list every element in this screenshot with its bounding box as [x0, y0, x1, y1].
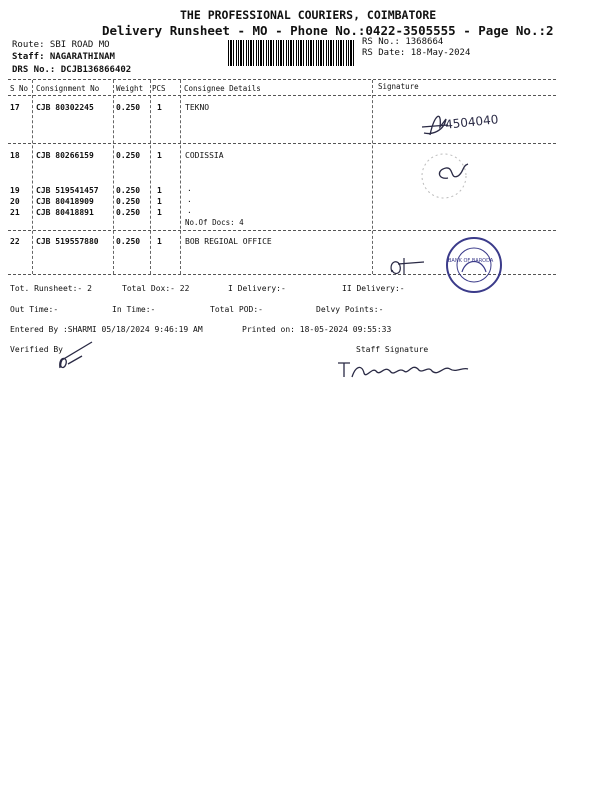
col-header-consignment: Consignment No: [36, 84, 100, 93]
row-pcs: 1: [157, 103, 162, 112]
signature-row17-number: 4504040: [444, 112, 500, 132]
column-divider: [32, 80, 33, 274]
row-divider: [8, 230, 556, 231]
row-consignment: CJB 519541457: [36, 186, 99, 195]
row-weight: 0.250: [116, 151, 141, 160]
col-header-sno: S No: [10, 84, 29, 93]
in-time: In Time:-: [112, 305, 156, 314]
row-consignment: CJB 80302245: [36, 103, 94, 112]
row-weight: 0.250: [116, 197, 141, 206]
verified-by: Verified By: [10, 345, 63, 354]
row-weight: 0.250: [116, 208, 141, 217]
row-weight: 0.250: [116, 103, 141, 112]
entered-by: Entered By :SHARMI 05/18/2024 9:46:19 AM: [10, 325, 203, 334]
staff-signature-label: Staff Signature: [356, 345, 429, 354]
bank-stamp-text: BANK OF BARODA: [448, 258, 494, 264]
total-dox: Total Dox:- 22: [122, 284, 190, 293]
row-weight: 0.250: [116, 186, 141, 195]
column-divider: [113, 80, 114, 274]
column-divider: [150, 80, 151, 274]
col-header-weight: Weight: [116, 84, 144, 93]
table-top-rule: [8, 79, 556, 80]
row-consignment: CJB 80418891: [36, 208, 94, 217]
row-sno: 17: [10, 103, 20, 112]
col-header-pcs: PCS: [152, 84, 166, 93]
total-runsheet: Tot. Runsheet:- 2: [10, 284, 92, 293]
row-consignee: .: [187, 206, 192, 215]
row-consignee: .: [187, 184, 192, 193]
column-divider: [180, 80, 181, 274]
row-sno: 20: [10, 197, 20, 206]
row-consignment: CJB 80418909: [36, 197, 94, 206]
company-name: THE PROFESSIONAL COURIERS, COIMBATORE: [180, 8, 437, 22]
row-sno: 22: [10, 237, 20, 246]
table-header-rule: [8, 95, 556, 96]
row-pcs: 1: [157, 151, 162, 160]
printed-on: Printed on: 18-05-2024 09:55:33: [242, 325, 392, 334]
verified-signature: [52, 338, 102, 372]
out-time: Out Time:-: [10, 305, 59, 314]
row-sno: 19: [10, 186, 20, 195]
col-header-signature: Signature: [378, 82, 419, 91]
drs-number: DRS No.: DCJB136866402: [12, 65, 132, 75]
no-of-docs: No.Of Docs: 4: [185, 218, 244, 227]
row-pcs: 1: [157, 237, 162, 246]
runsheet-title: Delivery Runsheet - MO - Phone No.:0422-3505555 - Page No.:2: [102, 23, 554, 38]
row-pcs: 1: [157, 186, 162, 195]
row-sno: 21: [10, 208, 20, 217]
row-consignee: TEKNO: [185, 103, 210, 112]
col-header-consignee: Consignee Details: [184, 84, 261, 93]
signature-row18: [418, 150, 488, 202]
i-delivery: I Delivery:-: [228, 284, 286, 293]
row-consignee: CODISSIA: [185, 151, 224, 160]
column-divider: [372, 80, 373, 274]
delvy-points: Delvy Points:-: [316, 305, 384, 314]
row-pcs: 1: [157, 208, 162, 217]
row-consignment: CJB 80266159: [36, 151, 94, 160]
staff-label: Staff: NAGARATHINAM: [12, 52, 115, 62]
rs-number: RS No.: 1368664: [362, 37, 444, 47]
row-consignee: BOB REGIOAL OFFICE: [185, 237, 272, 246]
bank-stamp: [428, 236, 520, 294]
row-sno: 18: [10, 151, 20, 160]
route-label: Route: SBI ROAD MO: [12, 40, 110, 50]
row-consignment: CJB 519557880: [36, 237, 99, 246]
staff-signature: [334, 355, 474, 383]
row-weight: 0.250: [116, 237, 141, 246]
row-pcs: 1: [157, 197, 162, 206]
ii-delivery: II Delivery:-: [342, 284, 405, 293]
total-pod: Total POD:-: [210, 305, 263, 314]
row-consignee: .: [187, 195, 192, 204]
rs-date: RS Date: 18-May-2024: [362, 48, 471, 58]
barcode: [228, 40, 354, 66]
